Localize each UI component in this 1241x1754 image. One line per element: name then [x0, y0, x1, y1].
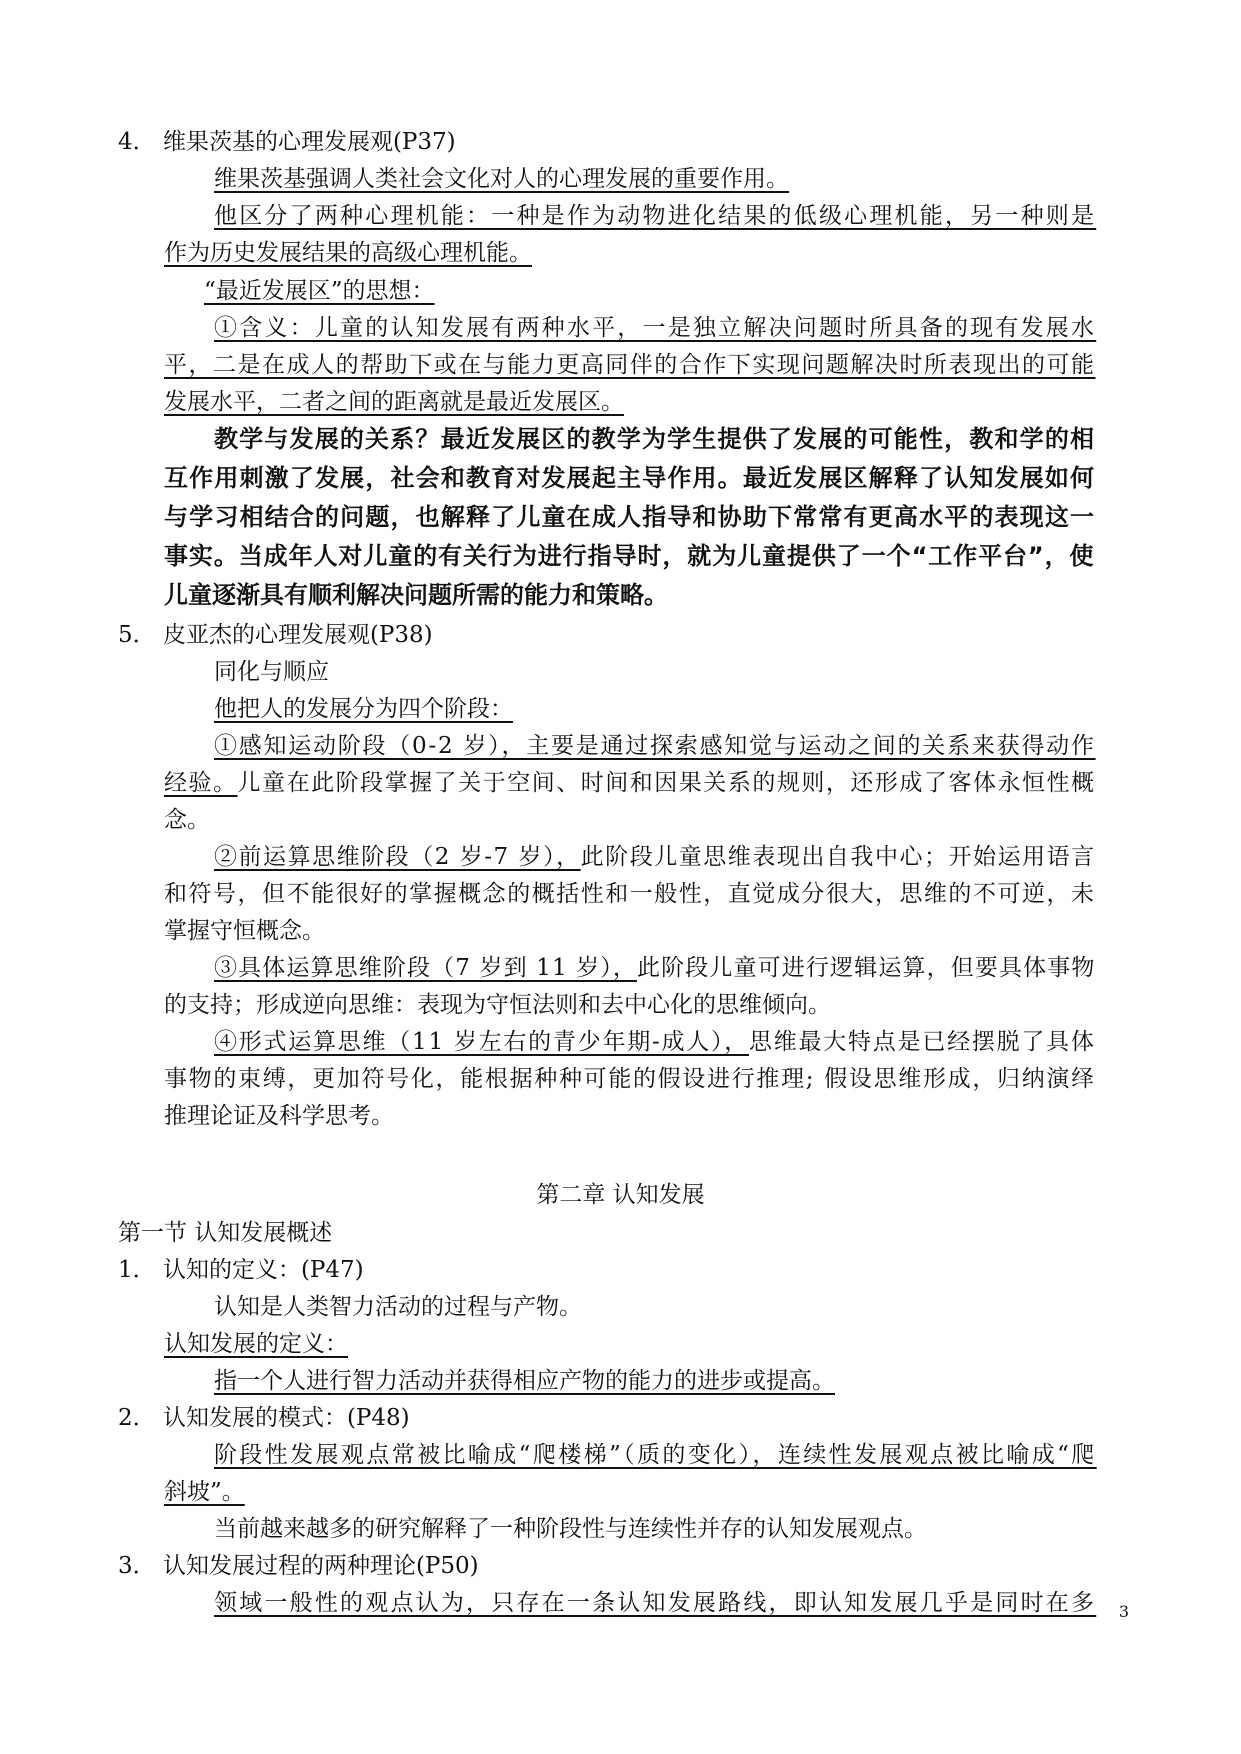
text-line — [214, 1440, 1097, 1470]
text-run: 1． 认知的定义：(P47) — [118, 1257, 364, 1283]
text-run: 2． 认知发展的模式：(P48) — [118, 1405, 410, 1431]
text-run: 平，二是在成人的帮助下或在与能力更高同伴的合作下实现问题解决时所表现出的可能 — [164, 352, 1096, 378]
text-run: 作为历史发展结果的高级心理机能。 — [164, 240, 532, 266]
text-line — [118, 1403, 410, 1433]
text-line — [0, 1180, 1241, 1210]
text-run: 5． 皮亚杰的心理发展观(P38) — [118, 622, 433, 648]
text-run: 当前越来越多的研究解释了一种阶段性与连续性并存的认知发展观点。 — [214, 1516, 927, 1542]
text-run: 教学与发展的关系？最近发展区的教学为学生提供了发展的可能性，教和学的相 — [214, 425, 1096, 453]
text-line — [164, 1101, 394, 1131]
text-line — [164, 238, 532, 268]
text-line — [118, 127, 456, 157]
text-run: 的支持；形成逆向思维：表现为守恒法则和去中心化的思维倾向。 — [164, 992, 831, 1018]
text-run: 互作用刺激了发展，社会和教育对发展起主导作用。最近发展区解释了认知发展如何 — [164, 464, 1096, 492]
text-line — [164, 387, 624, 417]
text-run: 斜坡”。 — [164, 1479, 245, 1505]
text-line — [164, 1329, 348, 1359]
text-run: 此阶段儿童思维表现出自我中心；开始运用语言 — [580, 844, 1096, 870]
text-run: 思维最大特点是已经摆脱了具体 — [749, 1029, 1096, 1055]
text-run: 事实。当成年人对儿童的有关行为进行指导时，就为儿童提供了一个“工作平台”，使 — [164, 542, 1095, 570]
text-line — [204, 276, 435, 306]
text-line — [164, 502, 1095, 532]
text-line — [214, 953, 1095, 983]
text-line — [164, 916, 325, 946]
text-run: ①感知运动阶段（0-2 岁），主要是通过探索感知觉与运动之间的关系来获得动作 — [214, 733, 1096, 759]
text-run: 4． 维果茨基的心理发展观(P37) — [118, 129, 456, 155]
text-line — [164, 805, 210, 835]
text-run: 发展水平，二者之间的距离就是最近发展区。 — [164, 389, 624, 415]
text-run: 儿童逐渐具有顺利解决问题所需的能力和策略。 — [164, 581, 668, 609]
text-line — [214, 1366, 835, 1396]
text-line — [214, 842, 1096, 872]
text-run: 同化与顺应 — [214, 659, 329, 685]
text-run: 认知是人类智力活动的过程与产物。 — [214, 1294, 582, 1320]
text-run: 指一个人进行智力活动并获得相应产物的能力的进步或提高。 — [214, 1368, 835, 1394]
text-line — [214, 731, 1096, 761]
text-run: 此阶段儿童可进行逻辑运算，但要具体事物 — [637, 955, 1096, 981]
text-line — [164, 541, 1094, 571]
text-line — [214, 424, 1095, 454]
text-run: 儿童在此阶段掌握了关于空间、时间和因果关系的规则，还形成了客体永恒性概 — [237, 770, 1096, 796]
text-run: 掌握守恒概念。 — [164, 918, 325, 944]
text-run: 领域一般性的观点认为，只存在一条认知发展路线，即认知发展几乎是同时在多 — [214, 1590, 1097, 1616]
text-run: “最近发展区”的思想： — [204, 278, 435, 304]
text-run: 与学习相结合的问题，也解释了儿童在成人指导和协助下常常有更高水平的表现这一 — [164, 503, 1096, 531]
text-line — [118, 1218, 332, 1248]
text-run: ④形式运算思维（11 岁左右的青少年期-成人）， — [214, 1029, 750, 1055]
text-line — [214, 1292, 582, 1322]
text-run: 念。 — [164, 807, 210, 833]
text-line — [164, 463, 1095, 493]
text-run: 他把人的发展分为四个阶段： — [214, 696, 513, 722]
text-line — [164, 350, 1096, 380]
text-line — [214, 313, 1096, 343]
text-run: 事物的束缚，更加符号化，能根据种种可能的假设进行推理; 假设思维形成，归纳演绎 — [164, 1066, 1096, 1092]
text-run: 认知发展的定义： — [164, 1331, 348, 1357]
text-run: 维果茨基强调人类社会文化对人的心理发展的重要作用。 — [214, 166, 789, 192]
text-run: 和符号，但不能很好的掌握概念的概括性和一般性，直觉成分很大，思维的不可逆，未 — [164, 881, 1096, 907]
text-line — [118, 1255, 364, 1285]
text-run: 推理论证及科学思考。 — [164, 1103, 394, 1129]
text-run: ③具体运算思维阶段（7 岁到 11 岁）， — [214, 955, 638, 981]
text-line — [164, 1477, 245, 1507]
text-line — [214, 1027, 1096, 1057]
text-line — [214, 694, 513, 724]
text-line — [164, 990, 831, 1020]
text-line — [214, 1514, 927, 1544]
text-run: ①含义：儿童的认知发展有两种水平，一是独立解决问题时所具备的现有发展水 — [214, 315, 1097, 341]
text-run: 阶段性发展观点常被比喻成“爬楼梯”（质的变化），连续性发展观点被比喻成“爬 — [214, 1442, 1097, 1468]
text-run: 经验。 — [164, 770, 238, 796]
text-line — [164, 580, 668, 610]
text-run: 3． 认知发展过程的两种理论(P50) — [118, 1553, 479, 1579]
text-line — [164, 1064, 1096, 1094]
text-run: 他区分了两种心理机能：一种是作为动物进化结果的低级心理机能，另一种则是 — [214, 203, 1097, 229]
text-line — [214, 164, 789, 194]
text-line — [164, 879, 1096, 909]
text-run: ②前运算思维阶段（2 岁-7 岁）， — [214, 844, 581, 870]
text-line — [164, 768, 1096, 798]
text-run: 第二章 认知发展 — [536, 1182, 705, 1208]
text-line — [214, 201, 1096, 231]
text-line — [118, 620, 433, 650]
page-number: 3 — [1118, 1602, 1129, 1621]
text-line — [118, 1551, 479, 1581]
text-run: 第一节 认知发展概述 — [118, 1220, 333, 1246]
text-line — [214, 1588, 1096, 1618]
text-line — [214, 657, 329, 687]
